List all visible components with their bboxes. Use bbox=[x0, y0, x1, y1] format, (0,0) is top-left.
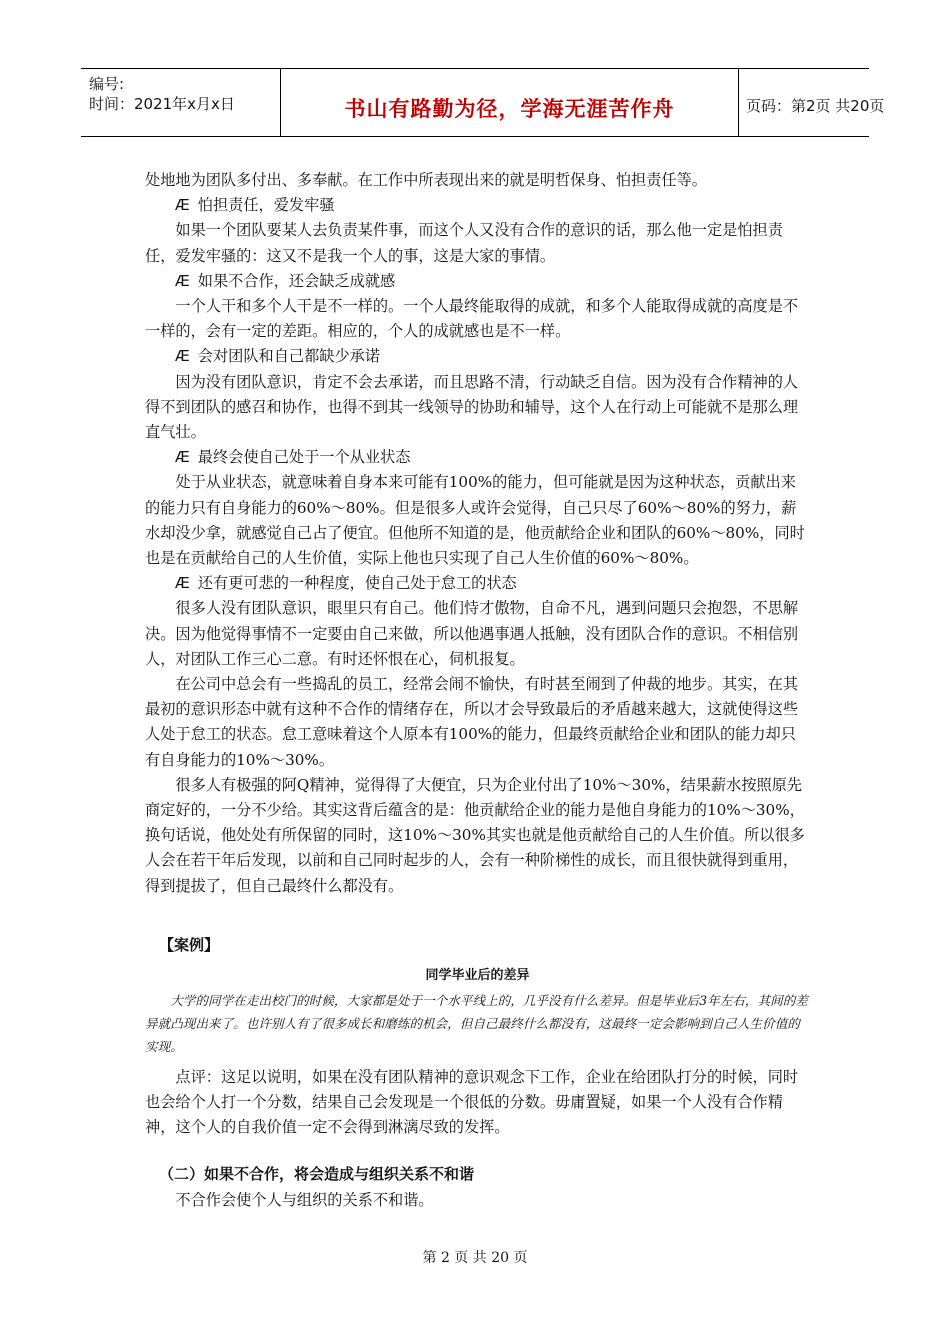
section-text: 不合作会使个人与组织的关系不和谐。 bbox=[175, 1191, 434, 1209]
case-comment: 点评：这足以说明，如果在没有团队精神的意识观念下工作，企业在给团队打分的时候，同时也会给个人打一个分数，结果自己会发现是一个很低的分数。毋庸置疑，如果一个人没有合作精神，这个人的自我价值一定不会得到淋漓尽致的发挥。 bbox=[145, 1068, 799, 1137]
bullet-item bbox=[145, 571, 810, 596]
section-text-block bbox=[145, 1188, 810, 1213]
paragraph: 如果一个团队要某人去负责某件事，而这个人又没有合作的意识的话，那么他一定是怕担责任，爱发牢骚的：这又不是我一个人的事，这是大家的事情。 bbox=[145, 221, 783, 265]
paragraph: 很多人没有团队意识，眼里只有自己。他们恃才傲物，自命不凡，遇到问题只会抱怨，不思解决。因为他觉得事情不一定要由自己来做，所以他遇事遇人抵触，没有团队合作的意识。不相信别人，对团队工作三心二意。有时还怀恨在心，伺机报复。 bbox=[145, 599, 799, 668]
section-heading: （二）如果不合作，将会造成与组织关系不和谐 bbox=[159, 1165, 475, 1183]
header-page-cell bbox=[737, 69, 885, 136]
case-label: 【案例】 bbox=[159, 936, 220, 954]
case-section bbox=[145, 934, 810, 955]
header-motto-cell bbox=[280, 69, 739, 136]
case-text: 大学的同学在走出校门的时候，大家都是处于一个水平线上的，几乎没有什么差异。但是毕业后3年左右，其间的差异就凸现出来了。也许别人有了很多成长和磨练的机会，但自己最终什么都没有，这最终一定会影响到自己人生价值的实现。 bbox=[145, 993, 808, 1054]
header-meta-cell bbox=[81, 69, 280, 136]
section-heading-block bbox=[145, 1163, 810, 1184]
bullet-text: 怕担责任，爱发牢骚 bbox=[197, 196, 335, 215]
bullet-mark: Æ bbox=[175, 271, 190, 290]
paragraph: 很多人有极强的阿Q精神，觉得得了大便宜，只为企业付出了10%～30%，结果薪水按照原先商定好的，一分不少给。其实这背后蕴含的是：他贡献给企业的能力是他自身能力的10%～30%，换句话说，他处处有所保留的同时，这10%～30%其实也就是他贡献给自己的人生价值。所以很多人会在若干年后发现，以前和自己同时起步的人，会有一种阶梯性的成长，而且很快就得到重用，得到提拔了，但自己最终什么都没有。 bbox=[145, 775, 805, 895]
paragraph: 处于从业状态，就意味着自身本来可能有100%的能力，但可能就是因为这种状态，贡献出来的能力只有自身能力的60%～80%。但是很多人或许会觉得，自己只尽了60%～80%的努力，薪水却没少拿，就感觉自己占了便宜。但他所不知道的是，他贡献给企业和团队的60%～80%，同时也是在贡献给自己的人生价值，实际上他也只实现了自己人生价值的60%～80%。 bbox=[145, 473, 805, 568]
case-body-section bbox=[145, 964, 810, 983]
bullet-item bbox=[145, 344, 810, 369]
bullet-item bbox=[145, 445, 810, 470]
paragraph: 因为没有团队意识，肯定不会去承诺，而且思路不清，行动缺乏自信。因为没有合作精神的人得不到团队的感召和协作，也得不到其一线领导的协助和辅导，这个人在行动上可能就不是那么理直气壮。 bbox=[145, 372, 799, 442]
case-title: 同学毕业后的差异 bbox=[425, 968, 530, 983]
case-text-block bbox=[145, 989, 810, 1058]
bullet-text: 会对团队和自己都缺少承诺 bbox=[197, 347, 381, 366]
bullet-mark: Æ bbox=[175, 574, 190, 593]
document-number-label: 编号: bbox=[89, 75, 125, 93]
paragraph: 在公司中总会有一些捣乱的员工，经常会闹不愉快，有时甚至闹到了仲裁的地步。其实，在其最初的意识形态中就有这种不合作的情绪存在，所以才会导致最后的矛盾越来越大，这就使得这些人处于怠工的状态。怠工意味着这个人原本有100%的能力，但最终贡献给企业和团队的能力却只有自身能力的10%～30%。 bbox=[145, 675, 799, 769]
bullet-mark: Æ bbox=[175, 347, 190, 366]
bullet-mark: Æ bbox=[175, 448, 190, 467]
bullet-text: 还有更可悲的一种程度，使自己处于怠工的状态 bbox=[197, 574, 517, 593]
paragraph: 一个人干和多个人干是不一样的。一个人最终能取得的成就，和多个人能取得成就的高度是不一样的，会有一定的差距。相应的，个人的成就感也是不一样。 bbox=[145, 297, 799, 341]
bullet-item bbox=[145, 193, 810, 218]
bullet-item bbox=[145, 269, 810, 294]
header-page-info: 页码：第2页 共20页 bbox=[746, 97, 885, 115]
page-footer: 第 2 页 共 20 页 bbox=[422, 1250, 528, 1266]
bullet-mark: Æ bbox=[175, 196, 190, 215]
page-header bbox=[81, 68, 885, 137]
case-comment-block bbox=[145, 1065, 810, 1141]
bullet-text: 如果不合作，还会缺乏成就感 bbox=[197, 271, 396, 290]
document-time-label: 时间：2021年x月x日 bbox=[89, 95, 235, 113]
bullet-text: 最终会使自己处于一个从业状态 bbox=[197, 448, 411, 467]
header-motto: 书山有路勤为径，学海无涯苦作舟 bbox=[344, 97, 675, 121]
main-content bbox=[145, 168, 810, 899]
paragraph: 处地地为团队多付出、多奉献。在工作中所表现出来的就是明哲保身、怕担责任等。 bbox=[145, 171, 707, 189]
